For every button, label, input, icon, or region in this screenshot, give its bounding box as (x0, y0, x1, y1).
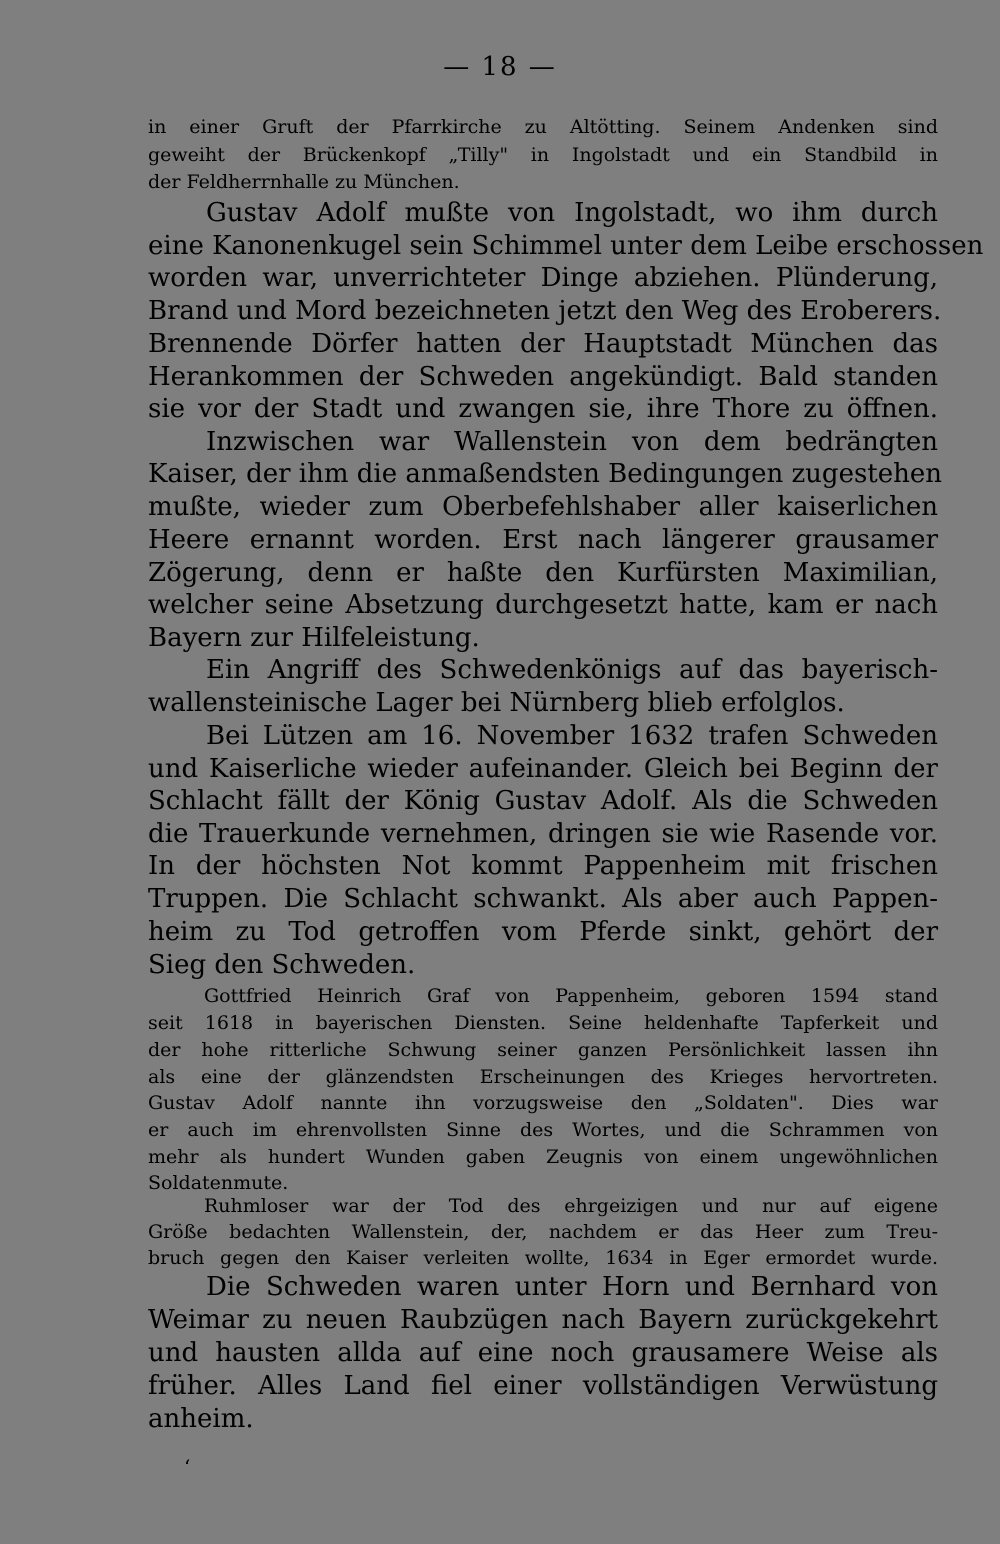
text-line: der Feldherrnhalle zu München. (148, 171, 460, 193)
text-line: Truppen. Die Schlacht schwankt. Als aber auch Pappen- (148, 884, 938, 914)
text-line: mußte, wieder zum Oberbefehlshaber aller kaiserlichen (148, 492, 938, 522)
text-line: eine Kanonenkugel sein Schimmel unter dem Leibe erschossen (148, 231, 984, 261)
footnote-line: er auch im ehrenvollsten Sinne des Wortes, und die Schrammen von (148, 1119, 938, 1141)
text-line: Brennende Dörfer hatten der Hauptstadt München das (148, 329, 938, 359)
text-line: anheim. (148, 1404, 254, 1434)
stray-mark: ‘ (184, 1455, 191, 1479)
text-line: Zögerung, denn er haßte den Kurfürsten Maximilian, (148, 558, 938, 588)
footnote-line: Gottfried Heinrich Graf von Pappenheim, geboren 1594 stand (204, 985, 938, 1007)
text-line: Ein Angriff des Schwedenkönigs auf das bayerisch- (206, 655, 938, 685)
footnote-line: bruch gegen den Kaiser verleiten wollte, 1634 in Eger ermordet wurde. (148, 1247, 938, 1269)
footnote-line: seit 1618 in bayerischen Diensten. Seine heldenhafte Tapferkeit und (148, 1012, 938, 1034)
text-line: in einer Gruft der Pfarrkirche zu Altötting. Seinem Andenken sind (148, 116, 938, 138)
text-line: und hausten allda auf eine noch grausamere Weise als (148, 1338, 938, 1368)
text-line: Die Schweden waren unter Horn und Bernhard von (206, 1272, 938, 1302)
text-line: sie vor der Stadt und zwangen sie, ihre Thore zu öffnen. (148, 394, 938, 424)
text-line: und Kaiserliche wieder aufeinander. Gleich bei Beginn der (148, 754, 938, 784)
text-line: Bayern zur Hilfeleistung. (148, 623, 480, 653)
text-line: Sieg den Schweden. (148, 950, 416, 980)
text-line: Inzwischen war Wallenstein von dem bedrängten (206, 427, 938, 457)
text-line: Herankommen der Schweden angekündigt. Bald standen (148, 362, 938, 392)
text-line: die Trauerkunde vernehmen, dringen sie wie Rasende vor. (148, 819, 938, 849)
footnote-line: als eine der glänzendsten Erscheinungen des Krieges hervortreten. (148, 1066, 938, 1088)
text-line: Gustav Adolf mußte von Ingolstadt, wo ihm durch (206, 198, 938, 228)
footnote-line: der hohe ritterliche Schwung seiner ganzen Persönlichkeit lassen ihn (148, 1039, 938, 1061)
text-line: welcher seine Absetzung durchgesetzt hatte, kam er nach (148, 590, 938, 620)
text-line: worden war, unverrichteter Dinge abziehen. Plünderung, (148, 263, 938, 293)
footnote-line: Größe bedachten Wallenstein, der, nachdem er das Heer zum Treu- (148, 1221, 938, 1243)
footnote-line: Soldatenmute. (148, 1172, 289, 1194)
page-number: — 18 — (443, 52, 557, 82)
text-line: wallensteinische Lager bei Nürnberg blieb erfolglos. (148, 688, 845, 718)
text-line: geweiht der Brückenkopf „Tilly" in Ingolstadt und ein Standbild in (148, 144, 938, 166)
footnote-line: mehr als hundert Wunden gaben Zeugnis von einem ungewöhnlichen (148, 1146, 938, 1168)
footnote-line: Gustav Adolf nannte ihn vorzugsweise den „Soldaten". Dies war (148, 1092, 938, 1114)
text-line: Brand und Mord bezeichneten jetzt den Weg des Eroberers. (148, 296, 942, 326)
text-line: Weimar zu neuen Raubzügen nach Bayern zurückgekehrt (148, 1305, 938, 1335)
text-line: heim zu Tod getroffen vom Pferde sinkt, gehört der (148, 917, 938, 947)
text-line: Schlacht fällt der König Gustav Adolf. Als die Schweden (148, 786, 938, 816)
text-line: In der höchsten Not kommt Pappenheim mit frischen (148, 851, 938, 881)
text-line: Kaiser, der ihm die anmaßendsten Bedingungen zugestehen (148, 459, 943, 489)
text-line: Bei Lützen am 16. November 1632 trafen Schweden (206, 721, 938, 751)
text-line: früher. Alles Land fiel einer vollständigen Verwüstung (148, 1371, 938, 1401)
footnote-line: Ruhmloser war der Tod des ehrgeizigen und nur auf eigene (204, 1195, 938, 1217)
text-line: Heere ernannt worden. Erst nach längerer grausamer (148, 525, 938, 555)
